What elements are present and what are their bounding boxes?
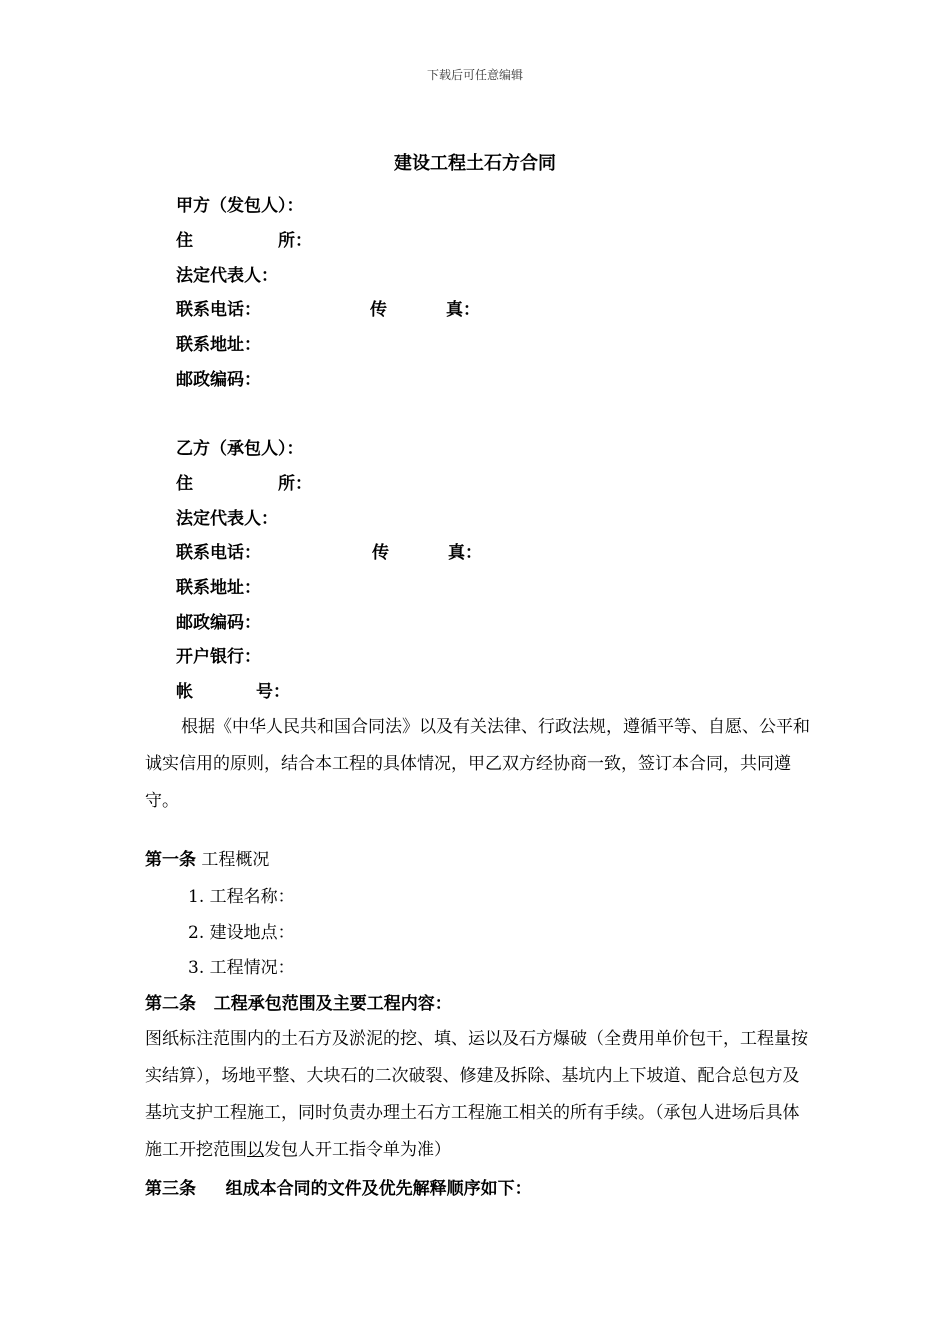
article-1-item: 1. 工程名称： <box>188 887 295 907</box>
party-b-bank: 开户银行： <box>176 647 261 667</box>
residence-label-a: 住 <box>176 231 193 251</box>
document-title: 建设工程土石方合同 <box>394 153 556 174</box>
party-b-rep: 法定代表人： <box>176 509 278 529</box>
party-a-heading: 甲方（发包人）： <box>176 196 304 216</box>
intro-paragraph: 根据《中华人民共和国合同法》以及有关法律、行政法规，遵循平等、自愿、公平和诚实信用的原则，结合本工程的具体情况，甲乙双方经协商一致，签订本合同，共同遵守。 <box>145 717 810 811</box>
party-b-residence: 住 所： <box>176 474 312 494</box>
party-b-postal: 邮政编码： <box>176 613 261 633</box>
party-a-postal: 邮政编码： <box>176 370 261 390</box>
article-2-heading: 第二条 工程承包范围及主要工程内容： <box>145 994 452 1014</box>
party-a-rep: 法定代表人： <box>176 266 278 286</box>
party-a-phone-row <box>176 299 480 321</box>
article-2-body: 图纸标注范围内的土石方及淤泥的挖、填、运以及石方爆破（全费用单价包干，工程量按实结算），场地平整、大块石的二次破裂、修建及拆除、基坑内上下坡道、配合总包方及基坑支护工程施工，同时负责办理土石方工程施工相关的所有手续。（承包人进场后具体施工开挖范围以发包人开工指令单为准） <box>145 1029 808 1160</box>
article-1-heading: 第一条 工程概况 <box>145 850 270 870</box>
party-b-fax: 传 真： <box>372 543 482 563</box>
page-header: 下载后可任意编辑 <box>426 68 523 82</box>
party-b-account: 帐 号： <box>176 682 290 702</box>
residence-label-b: 所： <box>278 231 312 251</box>
party-b-heading: 乙方（承包人）： <box>176 439 304 459</box>
party-a-address: 联系地址： <box>176 335 261 355</box>
party-b-address: 联系地址： <box>176 578 261 598</box>
party-b-phone: 联系电话： <box>176 543 261 563</box>
article-1-item: 2. 建设地点： <box>188 923 295 943</box>
party-a-phone: 联系电话： <box>176 300 261 320</box>
party-a-fax: 传 真： <box>370 300 480 320</box>
article-3-heading: 第三条 组成本合同的文件及优先解释顺序如下： <box>145 1179 532 1199</box>
party-b-phone-row <box>176 542 482 564</box>
article-1-item: 3. 工程情况： <box>188 958 295 978</box>
party-a-residence <box>176 230 312 252</box>
